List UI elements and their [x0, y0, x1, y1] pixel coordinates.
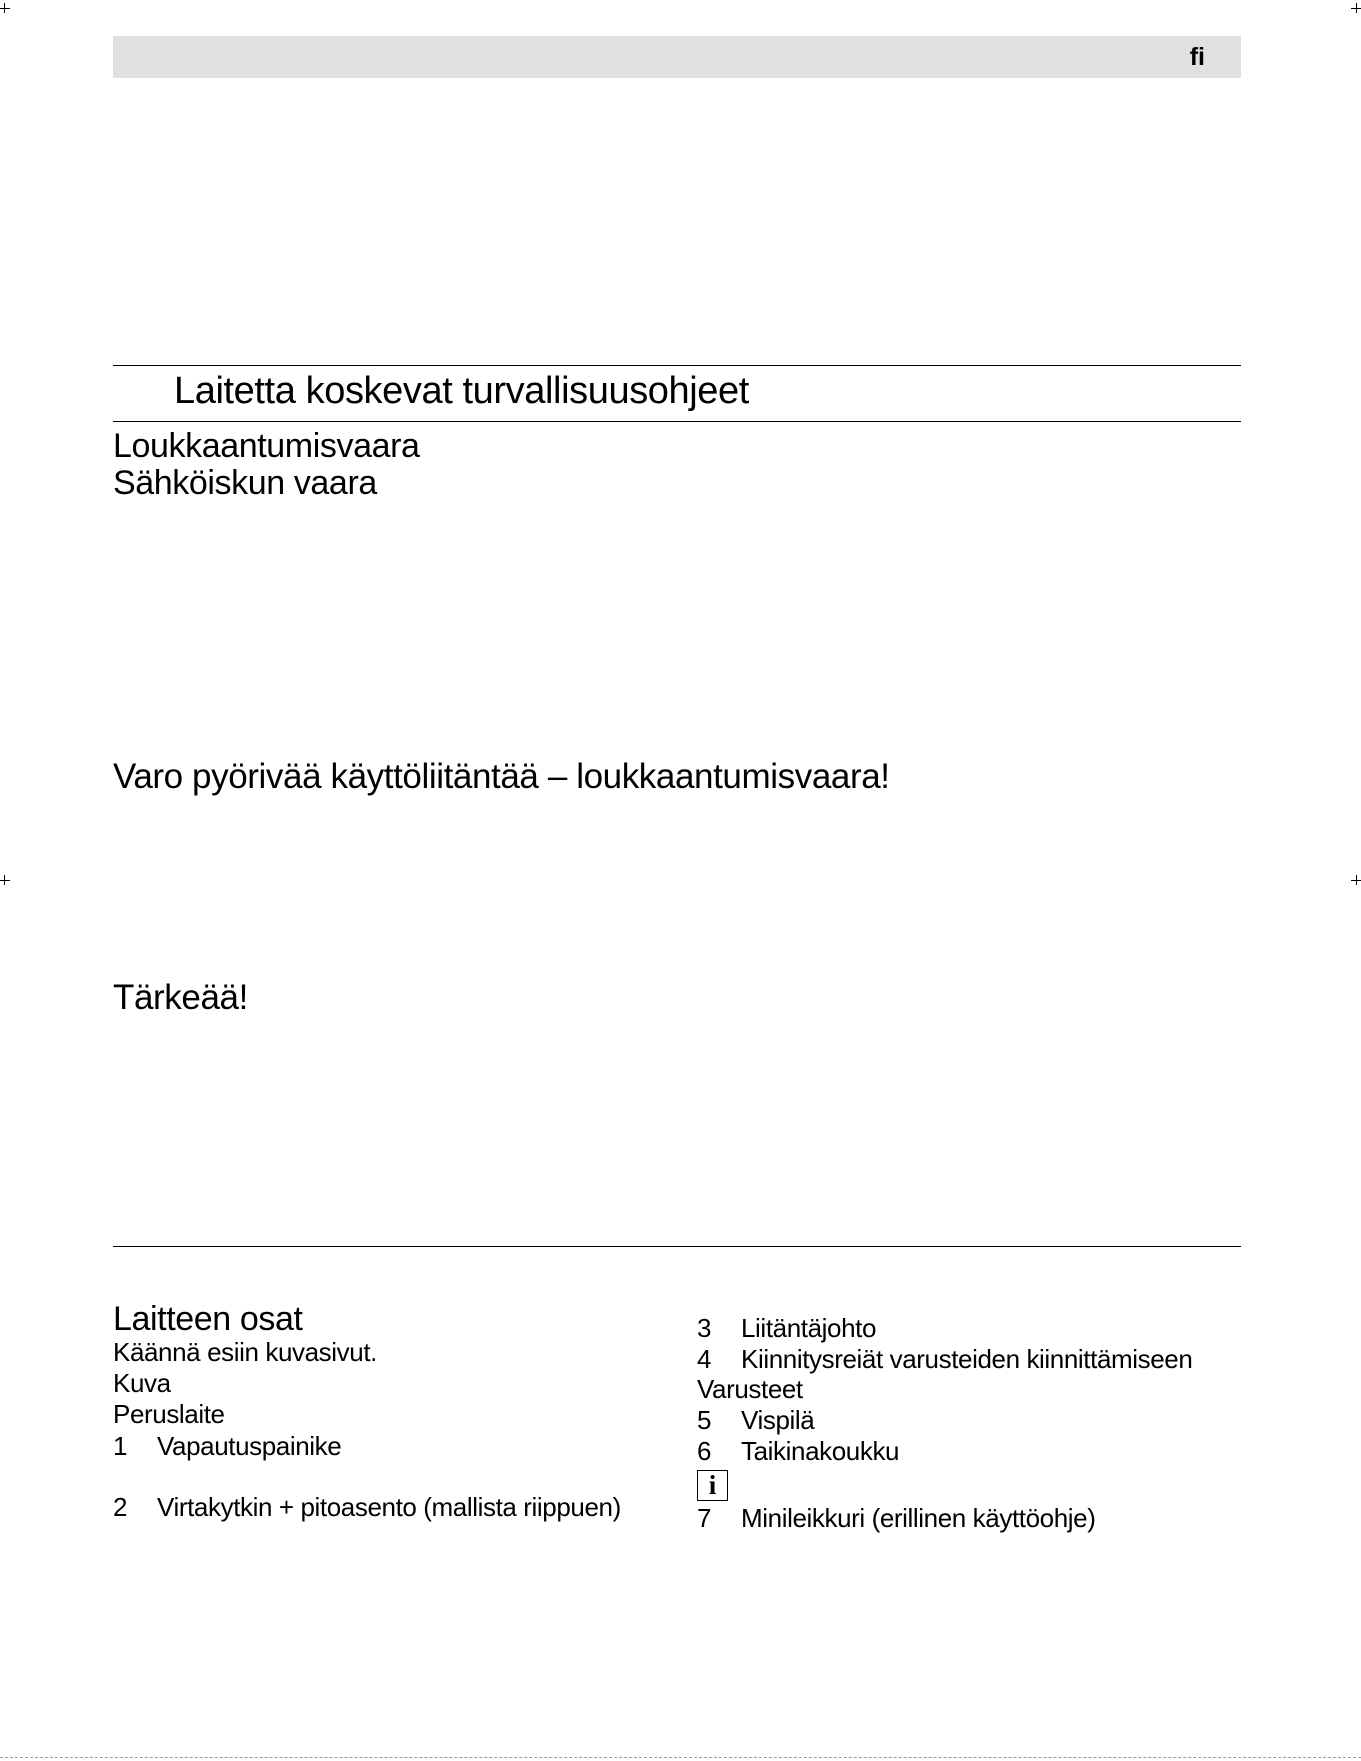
info-icon: i: [697, 1470, 728, 1501]
item-label: Vapautuspainike: [157, 1431, 342, 1461]
crop-mark: [4, 3, 5, 13]
item-number: 7: [697, 1503, 712, 1533]
item-number: 6: [697, 1436, 712, 1466]
item-number: 5: [697, 1405, 712, 1435]
language-code: fi: [1189, 43, 1205, 71]
list-item: [113, 1431, 341, 1462]
crop-mark: [4, 875, 5, 885]
figure-label: Kuva: [113, 1368, 171, 1398]
page-bottom-edge: [0, 1757, 1361, 1758]
item-label: Kiinnitysreiät varusteiden kiinnittämiseen: [741, 1344, 1193, 1374]
item-label: Taikinakoukku: [741, 1436, 900, 1466]
item-label: Minileikkuri (erillinen käyttöohje): [741, 1503, 1096, 1533]
language-header-bar: [113, 36, 1241, 78]
list-item: [113, 1492, 621, 1523]
section-rule-bottom: [113, 421, 1241, 422]
crop-mark: [0, 8, 10, 9]
item-number: 2: [113, 1492, 128, 1522]
rotating-drive-warning: Varo pyörivää käyttöliitäntää – loukkaantumisvaara!: [113, 757, 890, 796]
list-item: [697, 1344, 1192, 1375]
list-item: [697, 1503, 1095, 1534]
crop-mark: [1356, 875, 1357, 885]
list-item: [697, 1405, 814, 1436]
list-item: [697, 1436, 899, 1467]
parts-intro: Käännä esiin kuvasivut.: [113, 1337, 377, 1367]
parts-section-title: Laitteen osat: [113, 1300, 303, 1338]
item-number: 3: [697, 1313, 712, 1343]
section-divider: [113, 1246, 1241, 1247]
crop-mark: [1356, 3, 1357, 13]
injury-hazard-heading: Loukkaantumisvaara: [113, 427, 420, 465]
item-label: Liitäntäjohto: [741, 1313, 877, 1343]
base-unit-label: Peruslaite: [113, 1399, 225, 1429]
item-label: Virtakytkin + pitoasento (mallista riippuen): [157, 1492, 621, 1522]
safety-section-title: Laitetta koskevat turvallisuusohjeet: [174, 370, 749, 412]
important-heading: Tärkeää!: [113, 978, 248, 1017]
accessories-label: Varusteet: [697, 1374, 803, 1404]
item-number: 1: [113, 1431, 128, 1461]
crop-mark: [0, 880, 10, 881]
electric-shock-heading: Sähköiskun vaara: [113, 464, 377, 502]
list-item: [697, 1313, 876, 1344]
item-label: Vispilä: [741, 1405, 815, 1435]
section-rule-top: [113, 365, 1241, 366]
item-number: 4: [697, 1344, 712, 1374]
